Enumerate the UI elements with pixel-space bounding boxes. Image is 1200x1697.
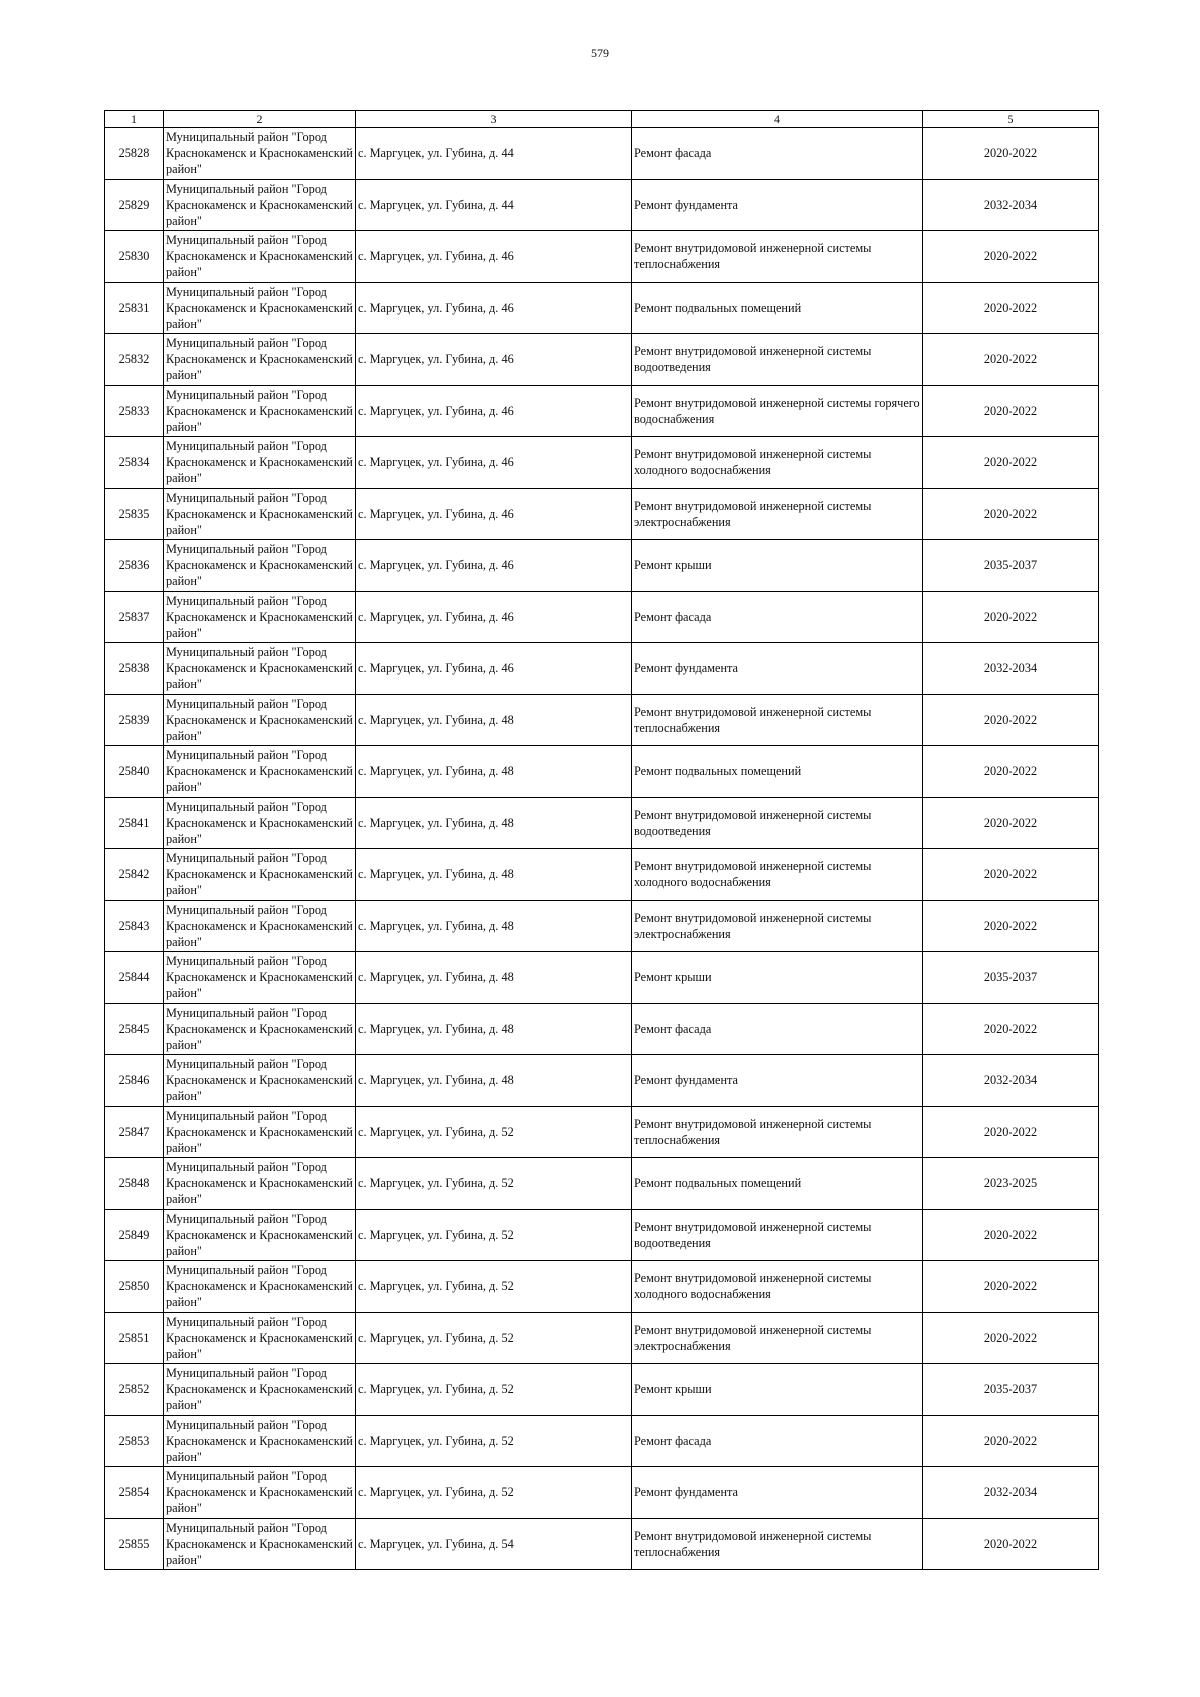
table-row xyxy=(105,1518,1099,1570)
period-cell: 2020-2022 xyxy=(923,334,1099,386)
period-cell: 2020-2022 xyxy=(923,1209,1099,1261)
work-type-cell: Ремонт фундамента xyxy=(632,643,923,695)
period-cell: 2035-2037 xyxy=(923,952,1099,1004)
period-cell: 2020-2022 xyxy=(923,849,1099,901)
address-cell: с. Маргуцек, ул. Губина, д. 52 xyxy=(356,1364,632,1416)
period-cell: 2020-2022 xyxy=(923,900,1099,952)
district-cell: Муниципальный район "Город Краснокаменск и Краснокаменский район" xyxy=(164,488,356,540)
row-number-cell: 25842 xyxy=(105,849,164,901)
district-cell: Муниципальный район "Город Краснокаменск и Краснокаменский район" xyxy=(164,643,356,695)
district-cell: Муниципальный район "Город Краснокаменск и Краснокаменский район" xyxy=(164,128,356,180)
work-type-cell: Ремонт фундамента xyxy=(632,1055,923,1107)
period-cell: 2020-2022 xyxy=(923,797,1099,849)
district-cell: Муниципальный район "Город Краснокаменск и Краснокаменский район" xyxy=(164,1467,356,1519)
column-header-4: 4 xyxy=(632,111,923,128)
row-number-cell: 25846 xyxy=(105,1055,164,1107)
period-cell: 2020-2022 xyxy=(923,1415,1099,1467)
address-cell: с. Маргуцек, ул. Губина, д. 44 xyxy=(356,128,632,180)
address-cell: с. Маргуцек, ул. Губина, д. 52 xyxy=(356,1106,632,1158)
address-cell: с. Маргуцек, ул. Губина, д. 48 xyxy=(356,797,632,849)
work-type-cell: Ремонт внутридомовой инженерной системы холодного водоснабжения xyxy=(632,1261,923,1313)
address-cell: с. Маргуцек, ул. Губина, д. 52 xyxy=(356,1415,632,1467)
work-type-cell: Ремонт внутридомовой инженерной системы теплоснабжения xyxy=(632,694,923,746)
address-cell: с. Маргуцек, ул. Губина, д. 52 xyxy=(356,1312,632,1364)
period-cell: 2020-2022 xyxy=(923,231,1099,283)
district-cell: Муниципальный район "Город Краснокаменск и Краснокаменский район" xyxy=(164,1003,356,1055)
row-number-cell: 25849 xyxy=(105,1209,164,1261)
period-cell: 2020-2022 xyxy=(923,282,1099,334)
address-cell: с. Маргуцек, ул. Губина, д. 52 xyxy=(356,1209,632,1261)
address-cell: с. Маргуцек, ул. Губина, д. 48 xyxy=(356,694,632,746)
period-cell: 2020-2022 xyxy=(923,746,1099,798)
address-cell: с. Маргуцек, ул. Губина, д. 52 xyxy=(356,1158,632,1210)
period-cell: 2032-2034 xyxy=(923,1467,1099,1519)
work-type-cell: Ремонт подвальных помещений xyxy=(632,746,923,798)
row-number-cell: 25836 xyxy=(105,540,164,592)
row-number-cell: 25828 xyxy=(105,128,164,180)
address-cell: с. Маргуцек, ул. Губина, д. 48 xyxy=(356,746,632,798)
work-type-cell: Ремонт фундамента xyxy=(632,1467,923,1519)
address-cell: с. Маргуцек, ул. Губина, д. 46 xyxy=(356,334,632,386)
address-cell: с. Маргуцек, ул. Губина, д. 46 xyxy=(356,540,632,592)
address-cell: с. Маргуцек, ул. Губина, д. 46 xyxy=(356,488,632,540)
table-row xyxy=(105,231,1099,283)
page-number: 579 xyxy=(591,46,609,60)
work-type-cell: Ремонт внутридомовой инженерной системы водоотведения xyxy=(632,797,923,849)
address-cell: с. Маргуцек, ул. Губина, д. 48 xyxy=(356,1055,632,1107)
district-cell: Муниципальный район "Город Краснокаменск и Краснокаменский район" xyxy=(164,797,356,849)
district-cell: Муниципальный район "Город Краснокаменск и Краснокаменский район" xyxy=(164,952,356,1004)
table-row xyxy=(105,1055,1099,1107)
table-row xyxy=(105,746,1099,798)
work-type-cell: Ремонт внутридомовой инженерной системы электроснабжения xyxy=(632,488,923,540)
row-number-cell: 25855 xyxy=(105,1518,164,1570)
table-row xyxy=(105,797,1099,849)
work-type-cell: Ремонт крыши xyxy=(632,540,923,592)
table-row xyxy=(105,1106,1099,1158)
table-row xyxy=(105,488,1099,540)
table-row xyxy=(105,900,1099,952)
work-type-cell: Ремонт внутридомовой инженерной системы холодного водоснабжения xyxy=(632,849,923,901)
table-row xyxy=(105,1467,1099,1519)
address-cell: с. Маргуцек, ул. Губина, д. 48 xyxy=(356,849,632,901)
table-row xyxy=(105,1158,1099,1210)
district-cell: Муниципальный район "Город Краснокаменск и Краснокаменский район" xyxy=(164,1312,356,1364)
table-row xyxy=(105,179,1099,231)
period-cell: 2035-2037 xyxy=(923,1364,1099,1416)
period-cell: 2035-2037 xyxy=(923,540,1099,592)
period-cell: 2020-2022 xyxy=(923,385,1099,437)
table-row xyxy=(105,1209,1099,1261)
row-number-cell: 25845 xyxy=(105,1003,164,1055)
district-cell: Муниципальный район "Город Краснокаменск и Краснокаменский район" xyxy=(164,1209,356,1261)
row-number-cell: 25848 xyxy=(105,1158,164,1210)
table-row xyxy=(105,1261,1099,1313)
district-cell: Муниципальный район "Город Краснокаменск и Краснокаменский район" xyxy=(164,334,356,386)
row-number-cell: 25833 xyxy=(105,385,164,437)
work-type-cell: Ремонт фасада xyxy=(632,1415,923,1467)
row-number-cell: 25852 xyxy=(105,1364,164,1416)
district-cell: Муниципальный район "Город Краснокаменск и Краснокаменский район" xyxy=(164,231,356,283)
period-cell: 2020-2022 xyxy=(923,1312,1099,1364)
address-cell: с. Маргуцек, ул. Губина, д. 48 xyxy=(356,900,632,952)
row-number-cell: 25847 xyxy=(105,1106,164,1158)
work-type-cell: Ремонт подвальных помещений xyxy=(632,1158,923,1210)
work-type-cell: Ремонт фасада xyxy=(632,591,923,643)
district-cell: Муниципальный район "Город Краснокаменск и Краснокаменский район" xyxy=(164,1415,356,1467)
district-cell: Муниципальный район "Город Краснокаменск и Краснокаменский район" xyxy=(164,1158,356,1210)
address-cell: с. Маргуцек, ул. Губина, д. 48 xyxy=(356,952,632,1004)
district-cell: Муниципальный район "Город Краснокаменск и Краснокаменский район" xyxy=(164,849,356,901)
work-type-cell: Ремонт внутридомовой инженерной системы теплоснабжения xyxy=(632,231,923,283)
table-row xyxy=(105,1415,1099,1467)
work-type-cell: Ремонт фасада xyxy=(632,1003,923,1055)
work-type-cell: Ремонт фундамента xyxy=(632,179,923,231)
work-type-cell: Ремонт внутридомовой инженерной системы горячего водоснабжения xyxy=(632,385,923,437)
row-number-cell: 25834 xyxy=(105,437,164,489)
district-cell: Муниципальный район "Город Краснокаменск и Краснокаменский район" xyxy=(164,1364,356,1416)
work-type-cell: Ремонт внутридомовой инженерной системы водоотведения xyxy=(632,1209,923,1261)
district-cell: Муниципальный район "Город Краснокаменск и Краснокаменский район" xyxy=(164,437,356,489)
period-cell: 2020-2022 xyxy=(923,694,1099,746)
period-cell: 2020-2022 xyxy=(923,488,1099,540)
row-number-cell: 25831 xyxy=(105,282,164,334)
work-type-cell: Ремонт крыши xyxy=(632,1364,923,1416)
table-body xyxy=(105,128,1099,1570)
work-type-cell: Ремонт подвальных помещений xyxy=(632,282,923,334)
district-cell: Муниципальный район "Город Краснокаменск и Краснокаменский район" xyxy=(164,591,356,643)
district-cell: Муниципальный район "Город Краснокаменск и Краснокаменский район" xyxy=(164,900,356,952)
row-number-cell: 25830 xyxy=(105,231,164,283)
work-type-cell: Ремонт внутридомовой инженерной системы электроснабжения xyxy=(632,900,923,952)
period-cell: 2020-2022 xyxy=(923,591,1099,643)
period-cell: 2020-2022 xyxy=(923,1106,1099,1158)
district-cell: Муниципальный район "Город Краснокаменск и Краснокаменский район" xyxy=(164,385,356,437)
header-row xyxy=(105,111,1099,128)
address-cell: с. Маргуцек, ул. Губина, д. 52 xyxy=(356,1467,632,1519)
table-row xyxy=(105,591,1099,643)
period-cell: 2020-2022 xyxy=(923,437,1099,489)
district-cell: Муниципальный район "Город Краснокаменск и Краснокаменский район" xyxy=(164,1261,356,1313)
work-type-cell: Ремонт внутридомовой инженерной системы водоотведения xyxy=(632,334,923,386)
district-cell: Муниципальный район "Город Краснокаменск и Краснокаменский район" xyxy=(164,282,356,334)
address-cell: с. Маргуцек, ул. Губина, д. 52 xyxy=(356,1261,632,1313)
table-row xyxy=(105,952,1099,1004)
address-cell: с. Маргуцек, ул. Губина, д. 46 xyxy=(356,437,632,489)
row-number-cell: 25840 xyxy=(105,746,164,798)
table-row xyxy=(105,282,1099,334)
address-cell: с. Маргуцек, ул. Губина, д. 46 xyxy=(356,231,632,283)
district-cell: Муниципальный район "Город Краснокаменск и Краснокаменский район" xyxy=(164,1518,356,1570)
period-cell: 2023-2025 xyxy=(923,1158,1099,1210)
period-cell: 2032-2034 xyxy=(923,643,1099,695)
period-cell: 2020-2022 xyxy=(923,1003,1099,1055)
district-cell: Муниципальный район "Город Краснокаменск и Краснокаменский район" xyxy=(164,746,356,798)
work-type-cell: Ремонт внутридомовой инженерной системы холодного водоснабжения xyxy=(632,437,923,489)
row-number-cell: 25835 xyxy=(105,488,164,540)
work-type-cell: Ремонт внутридомовой инженерной системы теплоснабжения xyxy=(632,1106,923,1158)
district-cell: Муниципальный район "Город Краснокаменск и Краснокаменский район" xyxy=(164,1055,356,1107)
work-type-cell: Ремонт фасада xyxy=(632,128,923,180)
row-number-cell: 25854 xyxy=(105,1467,164,1519)
table-row xyxy=(105,1003,1099,1055)
table-header xyxy=(105,111,1099,128)
row-number-cell: 25853 xyxy=(105,1415,164,1467)
row-number-cell: 25841 xyxy=(105,797,164,849)
address-cell: с. Маргуцек, ул. Губина, д. 44 xyxy=(356,179,632,231)
table-row xyxy=(105,334,1099,386)
table-row xyxy=(105,849,1099,901)
row-number-cell: 25843 xyxy=(105,900,164,952)
district-cell: Муниципальный район "Город Краснокаменск и Краснокаменский район" xyxy=(164,1106,356,1158)
row-number-cell: 25850 xyxy=(105,1261,164,1313)
district-cell: Муниципальный район "Город Краснокаменск и Краснокаменский район" xyxy=(164,540,356,592)
table-row xyxy=(105,643,1099,695)
row-number-cell: 25851 xyxy=(105,1312,164,1364)
table-row xyxy=(105,385,1099,437)
address-cell: с. Маргуцек, ул. Губина, д. 46 xyxy=(356,385,632,437)
address-cell: с. Маргуцек, ул. Губина, д. 48 xyxy=(356,1003,632,1055)
row-number-cell: 25837 xyxy=(105,591,164,643)
table-row xyxy=(105,437,1099,489)
period-cell: 2032-2034 xyxy=(923,179,1099,231)
period-cell: 2032-2034 xyxy=(923,1055,1099,1107)
table-row xyxy=(105,128,1099,180)
period-cell: 2020-2022 xyxy=(923,1261,1099,1313)
work-type-cell: Ремонт внутридомовой инженерной системы электроснабжения xyxy=(632,1312,923,1364)
table-row xyxy=(105,540,1099,592)
column-header-3: 3 xyxy=(356,111,632,128)
column-header-5: 5 xyxy=(923,111,1099,128)
column-header-2: 2 xyxy=(164,111,356,128)
row-number-cell: 25829 xyxy=(105,179,164,231)
row-number-cell: 25838 xyxy=(105,643,164,695)
table-row xyxy=(105,1364,1099,1416)
district-cell: Муниципальный район "Город Краснокаменск и Краснокаменский район" xyxy=(164,179,356,231)
row-number-cell: 25832 xyxy=(105,334,164,386)
row-number-cell: 25839 xyxy=(105,694,164,746)
work-type-cell: Ремонт внутридомовой инженерной системы теплоснабжения xyxy=(632,1518,923,1570)
address-cell: с. Маргуцек, ул. Губина, д. 46 xyxy=(356,643,632,695)
period-cell: 2020-2022 xyxy=(923,128,1099,180)
address-cell: с. Маргуцек, ул. Губина, д. 46 xyxy=(356,591,632,643)
work-type-cell: Ремонт крыши xyxy=(632,952,923,1004)
address-cell: с. Маргуцек, ул. Губина, д. 54 xyxy=(356,1518,632,1570)
table-row xyxy=(105,1312,1099,1364)
column-header-1: 1 xyxy=(105,111,164,128)
row-number-cell: 25844 xyxy=(105,952,164,1004)
capital-repair-table xyxy=(104,110,1099,1570)
table-row xyxy=(105,694,1099,746)
district-cell: Муниципальный район "Город Краснокаменск и Краснокаменский район" xyxy=(164,694,356,746)
period-cell: 2020-2022 xyxy=(923,1518,1099,1570)
address-cell: с. Маргуцек, ул. Губина, д. 46 xyxy=(356,282,632,334)
